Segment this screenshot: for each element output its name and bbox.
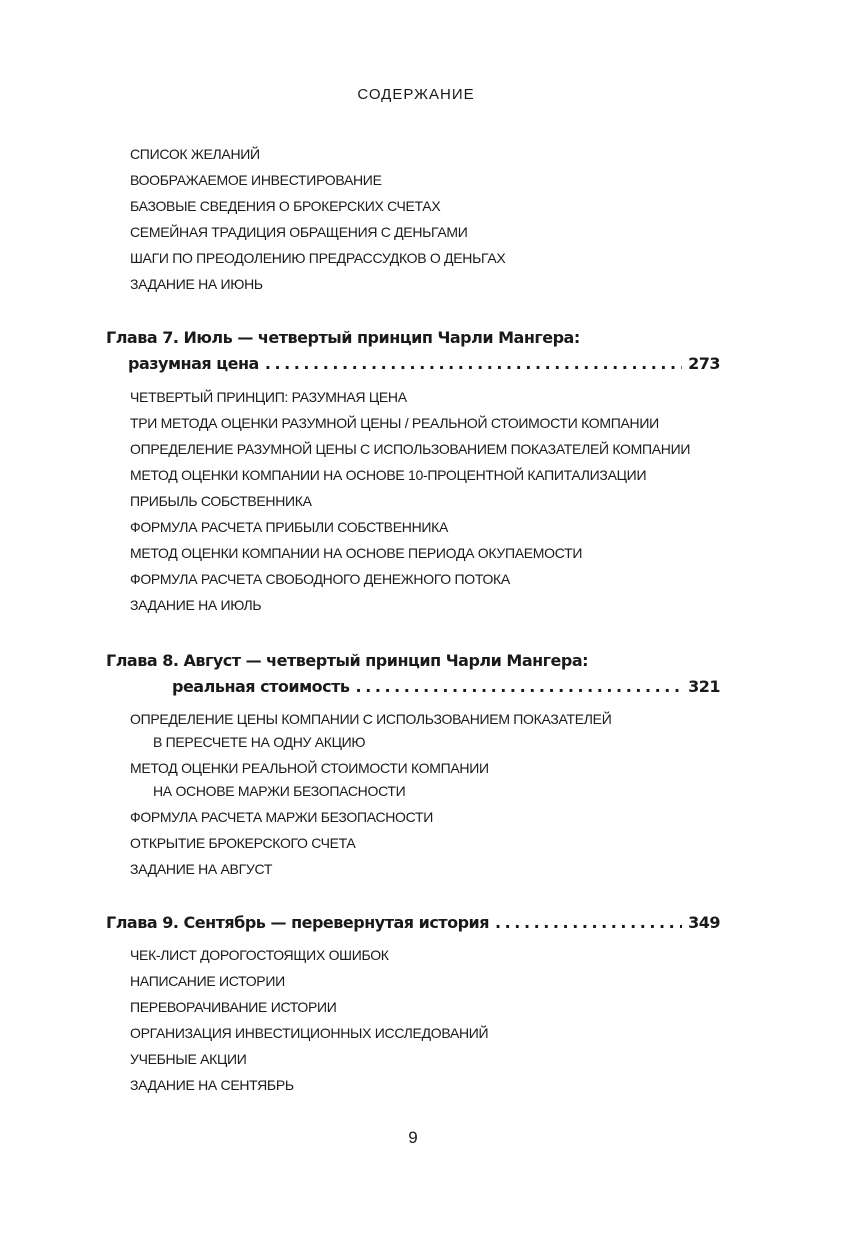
toc-subentry: ОТКРЫТИЕ БРОКЕРСКОГО СЧЕТА	[130, 835, 356, 851]
toc-subentry: ЗАДАНИЕ НА СЕНТЯБРЬ	[130, 1077, 294, 1093]
toc-subentry: ЗАДАНИЕ НА ИЮЛЬ	[130, 597, 262, 613]
running-head: СОДЕРЖАНИЕ	[357, 86, 475, 103]
toc-subentry: МЕТОД ОЦЕНКИ РЕАЛЬНОЙ СТОИМОСТИ КОМПАНИИ	[130, 760, 489, 776]
toc-subentry: МЕТОД ОЦЕНКИ КОМПАНИИ НА ОСНОВЕ 10-ПРОЦЕНТНОЙ КАПИТАЛИЗАЦИИ	[130, 467, 647, 483]
toc-subentry: МЕТОД ОЦЕНКИ КОМПАНИИ НА ОСНОВЕ ПЕРИОДА ОКУПАЕМОСТИ	[130, 545, 583, 561]
toc-subentry: СЕМЕЙНАЯ ТРАДИЦИЯ ОБРАЩЕНИЯ С ДЕНЬГАМИ	[130, 224, 468, 240]
toc-subentry-continuation: В ПЕРЕСЧЕТЕ НА ОДНУ АКЦИЮ	[153, 734, 366, 750]
toc-subentry: УЧЕБНЫЕ АКЦИИ	[130, 1051, 247, 1067]
toc-subentry: БАЗОВЫЕ СВЕДЕНИЯ О БРОКЕРСКИХ СЧЕТАХ	[130, 198, 441, 214]
toc-subentry: ЧЕТВЕРТЫЙ ПРИНЦИП: РАЗУМНАЯ ЦЕНА	[130, 389, 407, 405]
toc-subentry: ОПРЕДЕЛЕНИЕ ЦЕНЫ КОМПАНИИ С ИСПОЛЬЗОВАНИЕМ ПОКАЗАТЕЛЕЙ	[130, 711, 612, 727]
leader-dots	[356, 677, 683, 696]
toc-subentry: ОРГАНИЗАЦИЯ ИНВЕСТИЦИОННЫХ ИССЛЕДОВАНИЙ	[130, 1025, 489, 1041]
toc-subentry: ЗАДАНИЕ НА ИЮНЬ	[130, 276, 263, 292]
chapter-8-page-number: 321	[688, 677, 720, 696]
page-number: 9	[408, 1128, 418, 1147]
chapter-7-page-number: 273	[688, 354, 720, 373]
toc-subentry: ЧЕК-ЛИСТ ДОРОГОСТОЯЩИХ ОШИБОК	[130, 947, 389, 963]
toc-subentry: ТРИ МЕТОДА ОЦЕНКИ РАЗУМНОЙ ЦЕНЫ / РЕАЛЬНОЙ СТОИМОСТИ КОМПАНИИ	[130, 415, 659, 431]
toc-subentry: ЗАДАНИЕ НА АВГУСТ	[130, 861, 273, 877]
chapter-9-leader-line	[106, 913, 720, 932]
toc-subentry: ПЕРЕВОРАЧИВАНИЕ ИСТОРИИ	[130, 999, 337, 1015]
toc-subentry: ФОРМУЛА РАСЧЕТА СВОБОДНОГО ДЕНЕЖНОГО ПОТОКА	[130, 571, 510, 587]
chapter-9-page-number: 349	[688, 913, 720, 932]
chapter-7-title-line1: Глава 7. Июль — четвертый принцип Чарли Мангера:	[106, 328, 580, 347]
toc-subentry: ФОРМУЛА РАСЧЕТА ПРИБЫЛИ СОБСТВЕННИКА	[130, 519, 449, 535]
chapter-8-title-line2: реальная стоимость	[172, 677, 350, 696]
toc-subentry-continuation: НА ОСНОВЕ МАРЖИ БЕЗОПАСНОСТИ	[153, 783, 406, 799]
toc-subentry: НАПИСАНИЕ ИСТОРИИ	[130, 973, 285, 989]
chapter-7-leader-line	[128, 354, 720, 373]
chapter-7-title-line2: разумная цена	[128, 354, 259, 373]
toc-subentry: ФОРМУЛА РАСЧЕТА МАРЖИ БЕЗОПАСНОСТИ	[130, 809, 434, 825]
chapter-9-title: Глава 9. Сентябрь — перевернутая история	[106, 913, 489, 932]
toc-subentry: ПРИБЫЛЬ СОБСТВЕННИКА	[130, 493, 312, 509]
toc-subentry: СПИСОК ЖЕЛАНИЙ	[130, 146, 260, 162]
chapter-8-title-line1: Глава 8. Август — четвертый принцип Чарли Мангера:	[106, 651, 589, 670]
chapter-8-leader-line	[172, 677, 720, 696]
leader-dots	[265, 354, 682, 373]
leader-dots	[495, 913, 682, 932]
toc-subentry: ОПРЕДЕЛЕНИЕ РАЗУМНОЙ ЦЕНЫ С ИСПОЛЬЗОВАНИЕМ ПОКАЗАТЕЛЕЙ КОМПАНИИ	[130, 441, 691, 457]
toc-subentry: ШАГИ ПО ПРЕОДОЛЕНИЮ ПРЕДРАССУДКОВ О ДЕНЬГАХ	[130, 250, 506, 266]
toc-subentry: ВООБРАЖАЕМОЕ ИНВЕСТИРОВАНИЕ	[130, 172, 382, 188]
